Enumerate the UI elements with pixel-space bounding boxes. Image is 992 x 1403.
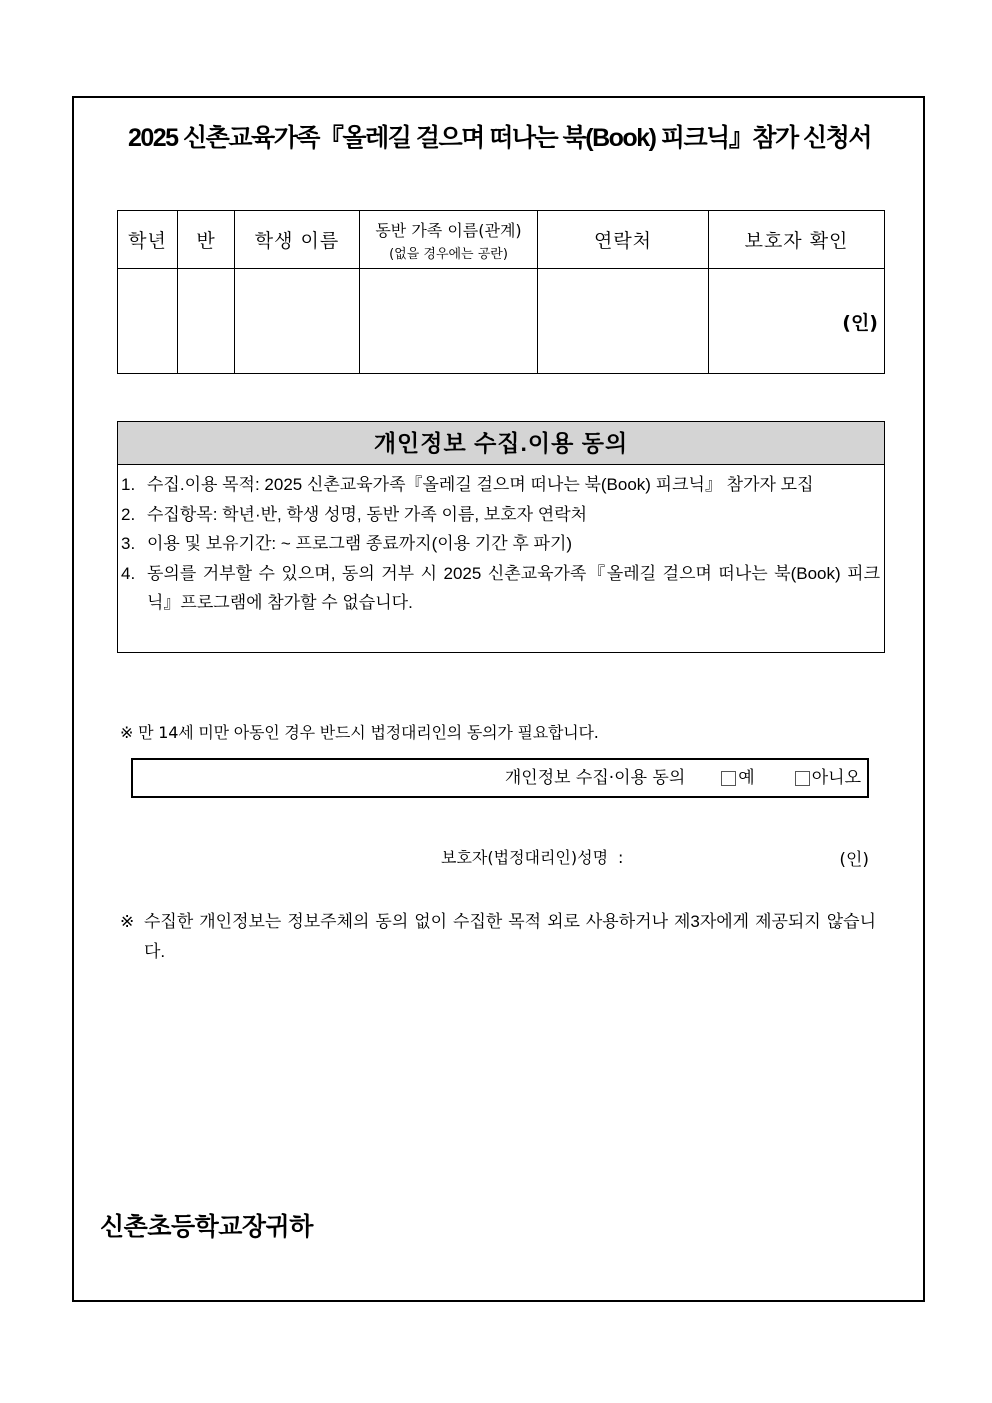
consent-item-text: 수집.이용 목적: 2025 신촌교육가족『올레길 걸으며 떠나는 북(Book) 피크닉』 참가자 모집 bbox=[147, 475, 814, 494]
checkbox-yes-icon[interactable] bbox=[721, 771, 736, 786]
privacy-note bbox=[120, 907, 876, 967]
privacy-note-text: 수집한 개인정보는 정보주체의 동의 없이 수집한 목적 외로 사용하거나 제3자에게 제공되지 않습니다. bbox=[144, 912, 876, 961]
note-mark: ※ bbox=[120, 912, 135, 931]
guardian-signature-line bbox=[441, 845, 869, 868]
consent-item-number: 2. bbox=[121, 504, 136, 524]
consent-item bbox=[121, 470, 880, 500]
table-row bbox=[118, 269, 885, 374]
document-title: 2025 신촌교육가족『올레길 걸으며 떠나는 북(Book) 피크닉』참가 신청서 bbox=[127, 124, 872, 152]
guardian-signature-label: 보호자(법정대리인)성명 bbox=[441, 848, 609, 867]
header-contact: 연락처 bbox=[538, 211, 709, 269]
cell-contact[interactable] bbox=[538, 269, 709, 374]
minor-consent-note: ※ 만 14세 미만 아동인 경우 반드시 법정대리인의 동의가 필요합니다. bbox=[120, 723, 599, 742]
table-header-row bbox=[118, 211, 885, 269]
header-family-name-label: 동반 가족 이름(관계) bbox=[375, 220, 522, 240]
consent-item-text: 이용 및 보유기간: ~ 프로그램 종료까지(이용 기간 후 파기) bbox=[147, 534, 573, 553]
consent-item-text: 동의를 거부할 수 있으며, 동의 거부 시 2025 신촌교육가족『올레길 걸으며 떠나는 북(Book) 피크닉』프로그램에 참가할 수 없습니다. bbox=[147, 563, 880, 612]
agree-yes-label: 예 bbox=[738, 768, 755, 788]
header-student-name: 학생 이름 bbox=[235, 211, 360, 269]
consent-item-number: 4. bbox=[121, 563, 136, 583]
cell-grade[interactable] bbox=[118, 269, 178, 374]
consent-item bbox=[121, 529, 880, 559]
agreement-label: 개인정보 수집·이용 동의 bbox=[504, 768, 686, 788]
consent-item bbox=[121, 559, 880, 618]
consent-list bbox=[118, 465, 884, 618]
agree-no-label: 아니오 bbox=[811, 768, 861, 788]
header-family-name-sub: (없을 경우에는 공란) bbox=[389, 246, 508, 262]
consent-item-number: 3. bbox=[121, 534, 136, 553]
cell-class[interactable] bbox=[178, 269, 235, 374]
agreement-box bbox=[131, 758, 869, 798]
consent-item-text: 수집항목: 학년·반, 학생 성명, 동반 가족 이름, 보호자 연락처 bbox=[147, 504, 588, 524]
checkbox-no-icon[interactable] bbox=[795, 771, 810, 786]
consent-item bbox=[121, 500, 880, 530]
agree-no-option[interactable] bbox=[795, 760, 861, 796]
recipient: 신촌초등학교장귀하 bbox=[100, 1213, 313, 1241]
cell-student-name[interactable] bbox=[235, 269, 360, 374]
header-family-name bbox=[360, 211, 538, 269]
guardian-signature-seal[interactable]: (인) bbox=[839, 850, 869, 870]
application-table bbox=[117, 210, 885, 374]
consent-heading: 개인정보 수집.이용 동의 bbox=[118, 422, 884, 465]
agree-yes-option[interactable] bbox=[721, 760, 754, 796]
consent-item-number: 1. bbox=[121, 475, 136, 494]
header-grade: 학년 bbox=[118, 211, 178, 269]
consent-box bbox=[117, 421, 885, 653]
header-guardian-confirm: 보호자 확인 bbox=[709, 211, 885, 269]
guardian-signature-colon: : bbox=[618, 848, 624, 867]
cell-guardian-confirm[interactable] bbox=[709, 269, 885, 374]
header-class: 반 bbox=[178, 211, 235, 269]
guardian-seal-mark: (인) bbox=[842, 311, 878, 334]
cell-family-name[interactable] bbox=[360, 269, 538, 374]
